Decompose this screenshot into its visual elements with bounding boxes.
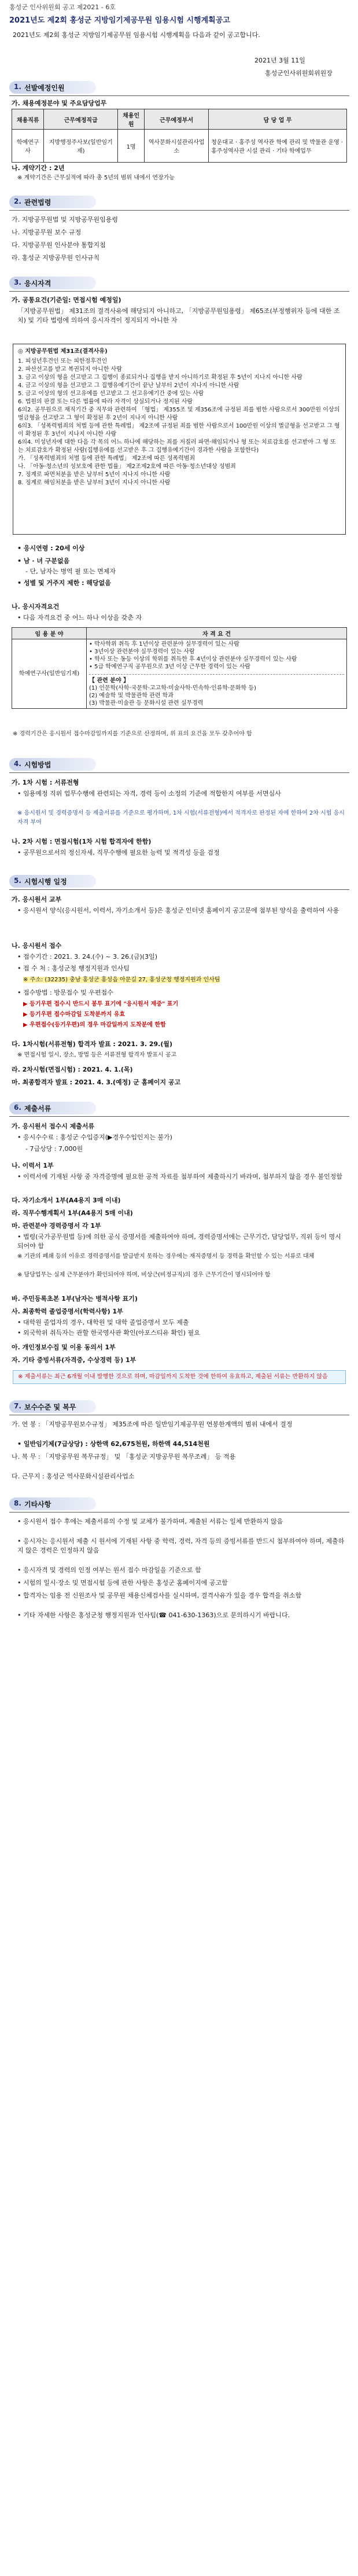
section-number: 8.	[14, 1499, 21, 1507]
post-note: ▶ 등기우편 접수마감일 도착분까지 유효	[23, 1011, 126, 1018]
box-line: 5. 금고 이상의 형의 선고유예를 선고받고 그 선고유예기간 중에 있는 사람	[18, 391, 204, 397]
section-title: 기타사항	[24, 1500, 51, 1508]
table-header-row	[12, 628, 347, 639]
recruitment-table	[12, 109, 347, 163]
table-header-cell: 임 용 분 야	[12, 628, 87, 639]
table-header-cell: 근무예정직급	[44, 109, 118, 130]
table-header-row	[12, 109, 347, 130]
table-cell: 청운대교 · 홍주성 역사관 학예 관리 및 박물관 운영 · 홍주성역사관 시설 관리 · 기타 학예업무	[209, 130, 347, 163]
section-divider	[9, 1512, 349, 1513]
table-cell: 지방행정주사보(일반임기제)	[44, 130, 118, 163]
box-line: 3. 금고 이상의 형을 선고받고 그 집행이 종료되거나 집행을 받지 아니하기로 확정된 후 5년이 지나지 아니한 사람	[18, 374, 302, 381]
section-divider	[9, 210, 349, 211]
s6-sub-na: 나. 이력서 1부	[12, 1162, 54, 1169]
box-title: ◎ 지방공무원법 제31조(결격사유)	[18, 348, 108, 355]
box-line: 가. 「성폭력범죄의 처벌 등에 관한 특례법」 제2조에 따른 성폭력범죄	[18, 455, 195, 462]
address-note	[23, 976, 353, 985]
section-title: 응시자격	[24, 279, 51, 288]
box-line: 6의2. 공무원으로 재직기간 중 직무와 관련하여 「형법」 제355조 및 제356조에 규정된 죄를 범한 사람으로서 300만원 이상의 벌금형을 선고받고 그 형이 확정된 후 2년이 지나지 아니한 사람	[18, 407, 340, 421]
s3-ga-text: 「지방공무원법」 제31조의 결격사유에 해당되지 아니하고, 「지방공무원임용령」 제65조(부정행위자 등에 대한 조치) 및 기타 법령에 의하여 응시자격이 정지되지 아니한 자	[17, 307, 340, 324]
s6-ma-line: ※ 담당업무는 실제 근무분야가 확인되어야 하며, 비상근(비정규직)의 경우 근무기간이 명시되어야 함	[17, 1272, 271, 1278]
table-cell: 학예연구사	[12, 130, 44, 163]
section-heading-5	[9, 875, 125, 890]
law-item: 다. 지방공무원 인사분야 통합지침	[12, 241, 106, 249]
section-title: 보수수준 및 복무	[24, 1403, 76, 1411]
s3-sub-ga: 가. 공통요건(기준일: 면접시험 예정일)	[12, 296, 121, 304]
box-line: 6의3. 「성폭력범죄의 처벌 등에 관한 특례법」 제2조에 규정된 죄를 범한 사람으로서 100만원 이상의 벌금형을 선고받고 그 형이 확정된 후 3년이 지나지 아니한 사람	[18, 423, 340, 437]
box-line: 4. 금고 이상의 형을 선고받고 그 집행유예기간이 끝난 날부터 2년이 지나지 아니한 사람	[18, 382, 239, 389]
box-line: 6. 법원의 판결 또는 다른 법률에 따라 자격이 상실되거나 정지된 사람	[18, 399, 193, 405]
section-divider	[9, 772, 349, 773]
post-note: ▶ 등기우편 접수시 반드시 봉투 표기에 "응시원서 재중" 표기	[23, 1001, 179, 1007]
s5-da-note: ※ 면접시험 일시, 장소, 방법 등은 서류전형 합격자 발표시 공고	[17, 1052, 177, 1058]
section-divider	[9, 291, 349, 292]
table-footnote: ※ 경력기간은 응시원서 접수마감일까지를 기준으로 산정하며, 위 표의 요건을 모두 갖추어야 함	[13, 731, 252, 737]
requirement-item: • 5급 학예연구직 공무원으로 3년 이상 근무한 경력이 있는 사람	[89, 664, 251, 670]
s3-na-intro: • 다음 자격요건 중 어느 하나 이상을 갖춘 자	[17, 614, 142, 621]
post-note: ▶ 우편접수(등기우편)의 경우 마감일까지 도착분에 한함	[23, 1022, 166, 1028]
law-item: 가. 지방공무원법 및 지방공무원임용령	[12, 216, 119, 223]
s6-sub-ra: 라. 직무수행계획서 1부(A4용지 5매 이내)	[12, 1209, 133, 1217]
table-header-cell: 자 격 요 건	[87, 628, 347, 639]
submission-notice-box: ※ 제출서류는 최근 6개월 이내 발행한 것으로 하며, 마감일까지 도착한 것에 한하여 유효하고, 제출된 서류는 반환하지 않음	[13, 1370, 346, 1384]
s5-na-line: • 접 수 처 : 홍성군청 행정지원과 인사팀	[17, 965, 130, 972]
section-number: 5.	[14, 877, 21, 885]
section-number: 4.	[14, 760, 21, 768]
table-cell	[87, 639, 347, 709]
section-number: 1.	[14, 83, 21, 91]
s5-sub-ga: 가. 응시원서 교부	[12, 896, 62, 903]
section-title: 시험시행 일정	[24, 878, 67, 886]
salary-line: 가. 연 봉 : 「지방공무원보수규정」 제35조에 따른 일반임기제공무원 연봉한계액의 범위 내에서 결정	[12, 1421, 293, 1428]
section-number: 6.	[14, 1103, 21, 1112]
s6-sa-line: • 대학원 졸업자의 경우, 대학원 및 대학 졸업증명서 모두 제출	[17, 1319, 189, 1326]
notice-number: 홍성군 인사위원회 공고 제2021 - 6호	[9, 3, 116, 11]
section-divider	[9, 95, 349, 96]
s4-na-line: • 공무원으로서의 정신자세, 직무수행에 필요한 능력 및 적격성 등을 검정	[17, 849, 220, 856]
s4-sub-na: 나. 2차 시험 : 면접시험(1차 시험 합격자에 한함)	[12, 838, 152, 845]
s6-sub-ga: 가. 응시원서 접수시 제출서류	[12, 1123, 95, 1130]
requirement-item: • 학사 또는 동등 이상의 학위를 취득한 후 4년이상 관련분야 실무경력이 있는 사람	[89, 656, 297, 663]
requirement-item: • 박사학위 취득 후 1년이상 관련분야 실무경력이 있는 사람	[89, 641, 239, 647]
section-heading-6	[9, 1102, 125, 1117]
table-header-cell: 근무예정부서	[145, 109, 209, 130]
section-number: 7.	[14, 1402, 21, 1410]
related-field-box	[89, 674, 344, 707]
s6-ga-line: - 7급상당 : 7,000원	[25, 1145, 83, 1153]
s6-na-line: • 이력서에 기재된 사항 중 자격증명에 필요한 공적 자료를 첨부하여 제출하시기 바라며, 첨부하지 않을 경우 불인정함	[17, 1173, 342, 1180]
service-line: 나. 복 무 : 「지방공무원 복무규정」 및 「홍성군 지방공무원 복무조례」 등 적용	[12, 1453, 236, 1460]
s5-sub-na: 나. 응시원서 접수	[12, 942, 62, 950]
disqualification-box	[13, 344, 346, 535]
section-divider	[9, 1116, 349, 1117]
s6-sub-ma: 마. 관련분야 경력증명서 각 1부	[12, 1222, 101, 1230]
s5-na-line: • 접수방법 : 방문접수 및 우편접수	[17, 989, 113, 996]
s5-na-line: • 접수기간 : 2021. 3. 24.(수) ~ 3. 26.(금)(3일)	[17, 953, 157, 961]
misc-item: • 응시자격 및 경력의 인정 여부는 원서 접수 마감일을 기준으로 함	[17, 1566, 201, 1574]
document-title: 2021년도 제2회 홍성군 지방임기제공무원 임용시험 시행계획공고	[9, 16, 230, 25]
s4-sub-ga: 가. 1차 시험 : 서류전형	[12, 779, 79, 786]
misc-item: • 기타 자세한 사항은 홍성군청 행정지원과 인사팀(☎ 041-630-1363)으로 문의하시기 바랍니다.	[17, 1611, 290, 1619]
s6-ma-line: • 법령(국가공무원법 등)에 의한 공식 증명서를 제출하여야 하며, 경력증명서에는 근무기간, 담당업무, 직위 등이 명시되어야 함	[17, 1233, 341, 1250]
qualification-table	[12, 627, 347, 709]
table-header-cell: 채용직류	[12, 109, 44, 130]
table-row	[12, 639, 347, 709]
box-line: 7. 징계로 파면처분을 받은 날부터 5년이 지나지 아니한 사람	[18, 472, 171, 478]
s6-sub-ah: 아. 개인정보수집 및 이용 동의서 1부	[12, 1344, 116, 1351]
section-title: 시험방법	[24, 761, 51, 769]
related-field-title: 【 관련 분야 】	[89, 678, 130, 684]
misc-item: • 합격자는 임용 전 신원조사 및 공무원 채용신체검사를 실시하며, 결격사유가 있을 경우 합격을 취소함	[17, 1592, 302, 1599]
requirement-item: • 3년이상 관련분야 실무경력이 있는 사람	[89, 649, 195, 655]
misc-item: • 응시자는 응시원서 제출 시 원서에 기재된 사항 중 학력, 경력, 자격 등의 증빙서류를 반드시 첨부하여야 하며, 제출하지 않은 경력은 인정하지 않음	[17, 1537, 345, 1554]
table-header-cell: 담 당 업 무	[209, 109, 347, 130]
s5-sub-ra: 라. 2차시험(면접시험) : 2021. 4. 1.(목)	[12, 1066, 133, 1073]
box-line: 2. 파산선고를 받고 복권되지 아니한 사람	[18, 366, 122, 373]
s4-ga-note: ※ 응시원서 및 경력증명서 등 제출서류를 기준으로 평가하며, 1차 시험(서류전형)에서 적격자로 판정된 자에 한하여 2차 시험 응시자격 부여	[17, 810, 345, 826]
misc-item: • 응시원서 접수 후에는 제출서류의 수정 및 교체가 불가하며, 제출된 서류는 일체 반환하지 않음	[17, 1518, 283, 1525]
section-heading-1	[9, 81, 125, 96]
section-heading-8	[9, 1497, 125, 1513]
table-cell: 역사문화시설관리사업소	[145, 130, 209, 163]
related-field-item: (2) 예술학 및 박물관학 관련 학과	[89, 693, 174, 699]
s3-sub-na: 나. 응시자격요건	[12, 603, 60, 610]
law-item: 라. 홍성군 지방공무원 인사규칙	[12, 254, 100, 262]
s1-sub-na: 나. 계약기간 : 2년	[12, 164, 65, 172]
section-title: 선발예정인원	[24, 84, 65, 92]
s5-ga-line: • 응시원서 양식(응시원서, 이력서, 자기소개서 등)은 홍성군 인터넷 홈페이지 공고문에 첨부된 양식을 출력하여 사용	[17, 907, 339, 914]
section-divider	[9, 889, 349, 890]
intro-text: 2021년도 제2회 홍성군 지방임기제공무원 임용시험 시행계획을 다음과 같이 공고합니다.	[13, 31, 260, 39]
section-title: 제출서류	[24, 1105, 51, 1113]
law-item: 나. 지방공무원 보수 규정	[12, 229, 82, 236]
workplace-line: 다. 근무지 : 홍성군 역사문화시설관리사업소	[12, 1473, 135, 1480]
issuer-name: 홍성군인사위원회위원장	[265, 69, 333, 77]
s6-sa-line: • 외국학위 취득자는 관할 한국영사관 확인(아포스티유 확인) 필요	[17, 1329, 200, 1337]
s5-sub-da: 다. 1차시험(서류전형) 합격자 발표 : 2021. 3. 29.(월)	[12, 1040, 173, 1048]
s6-sub-ba: 바. 주민등록초본 1부(남자는 병적사항 표기)	[12, 1295, 138, 1302]
age-requirement: • 응시연령 : 20세 이상	[17, 544, 85, 552]
section-heading-3	[9, 277, 125, 292]
box-line: 8. 징계로 해임처분을 받은 날부터 3년이 지나지 아니한 사람	[18, 480, 171, 486]
section-number: 2.	[14, 197, 21, 205]
salary-range: • 일반임기제(7급상당) : 상한액 62,675천원, 하한액 44,514천원	[17, 1440, 210, 1448]
residence-limit: • 성별 및 거주지 제한 : 해당없음	[17, 579, 111, 587]
box-line: 1. 피성년후견인 또는 피한정후견인	[18, 358, 108, 365]
announcement-date: 2021년 3월 11일	[254, 57, 305, 64]
section-heading-7	[9, 1400, 125, 1415]
s6-sub-sa: 사. 최종학력 졸업증명서(학력사항) 1부	[12, 1308, 123, 1315]
section-number: 3.	[14, 278, 21, 286]
related-field-item: (1) 인문학(사학·국문학·고고학·미술사학·민속학·인류학·문화학 등)	[89, 685, 256, 691]
s1-na-note: ※ 계약기간은 근무실적에 따라 총 5년의 범위 내에서 연장가능	[17, 175, 175, 181]
s6-sub-ja: 자. 기타 증빙서류(자격증, 수상경력 등) 1부	[12, 1356, 136, 1364]
table-cell: 1명	[118, 130, 145, 163]
gender-note: - 단, 남자는 병역 필 또는 면제자	[25, 568, 116, 575]
address-text: ※ 주소: (32235) 충남 홍성군 홍성읍 아문길 27, 홍성군청 행정지원과 인사팀	[23, 977, 220, 983]
misc-item: • 시험의 일시·장소 및 면접시험 등에 관한 사항은 홍성군 홈페이지에 공고함	[17, 1579, 228, 1587]
table-header-cell: 채용인원	[118, 109, 145, 130]
s5-sub-ma: 마. 최종합격자 발표 : 2021. 4. 3.(예정) 군 홈페이지 공고	[12, 1079, 181, 1086]
s6-sub-da: 다. 자기소개서 1부(A4용지 3매 이내)	[12, 1197, 121, 1204]
section-heading-2	[9, 196, 125, 211]
box-line: 나. 「아동·청소년의 성보호에 관한 법률」 제2조제2호에 따른 아동·청소년대상 성범죄	[18, 463, 236, 470]
box-line: 6의4. 미성년자에 대한 다음 각 목의 어느 하나에 해당하는 죄를 저질러 파면·해임되거나 형 또는 치료감호를 선고받아 그 형 또는 치료감호가 확정된 사람(집행유예를 선고받은 후 그 집행유예기간이 경과한 사람을 포함한다)	[18, 439, 336, 454]
section-title: 관련법령	[24, 198, 51, 207]
related-field-item: (3) 박물관·미술관 등 문화시설 관련 실무경력	[89, 700, 204, 706]
s6-ga-line: • 응시수수료 : 홍성군 수입증지(▶경우수입인지는 불가)	[17, 1134, 172, 1141]
gender-title: • 남 · 녀 구분없음	[17, 557, 70, 565]
section-heading-4	[9, 758, 125, 773]
s4-ga-line: • 임용예정 직위 업무수행에 관련되는 자격, 경력 등이 소정의 기준에 적합한지 여부를 서면심사	[17, 790, 281, 797]
s1-sub-ga: 가. 채용예정분야 및 주요담당업무	[12, 100, 107, 107]
s6-ma-line: ※ 기관의 폐쇄 등의 이유로 경력증명서를 발급받지 못하는 경우에는 재직증명서 등 경력을 확인할 수 있는 서류로 대체	[17, 1253, 315, 1260]
table-cell: 학예연구사(일반임기제)	[12, 639, 87, 709]
table-row	[12, 130, 347, 163]
